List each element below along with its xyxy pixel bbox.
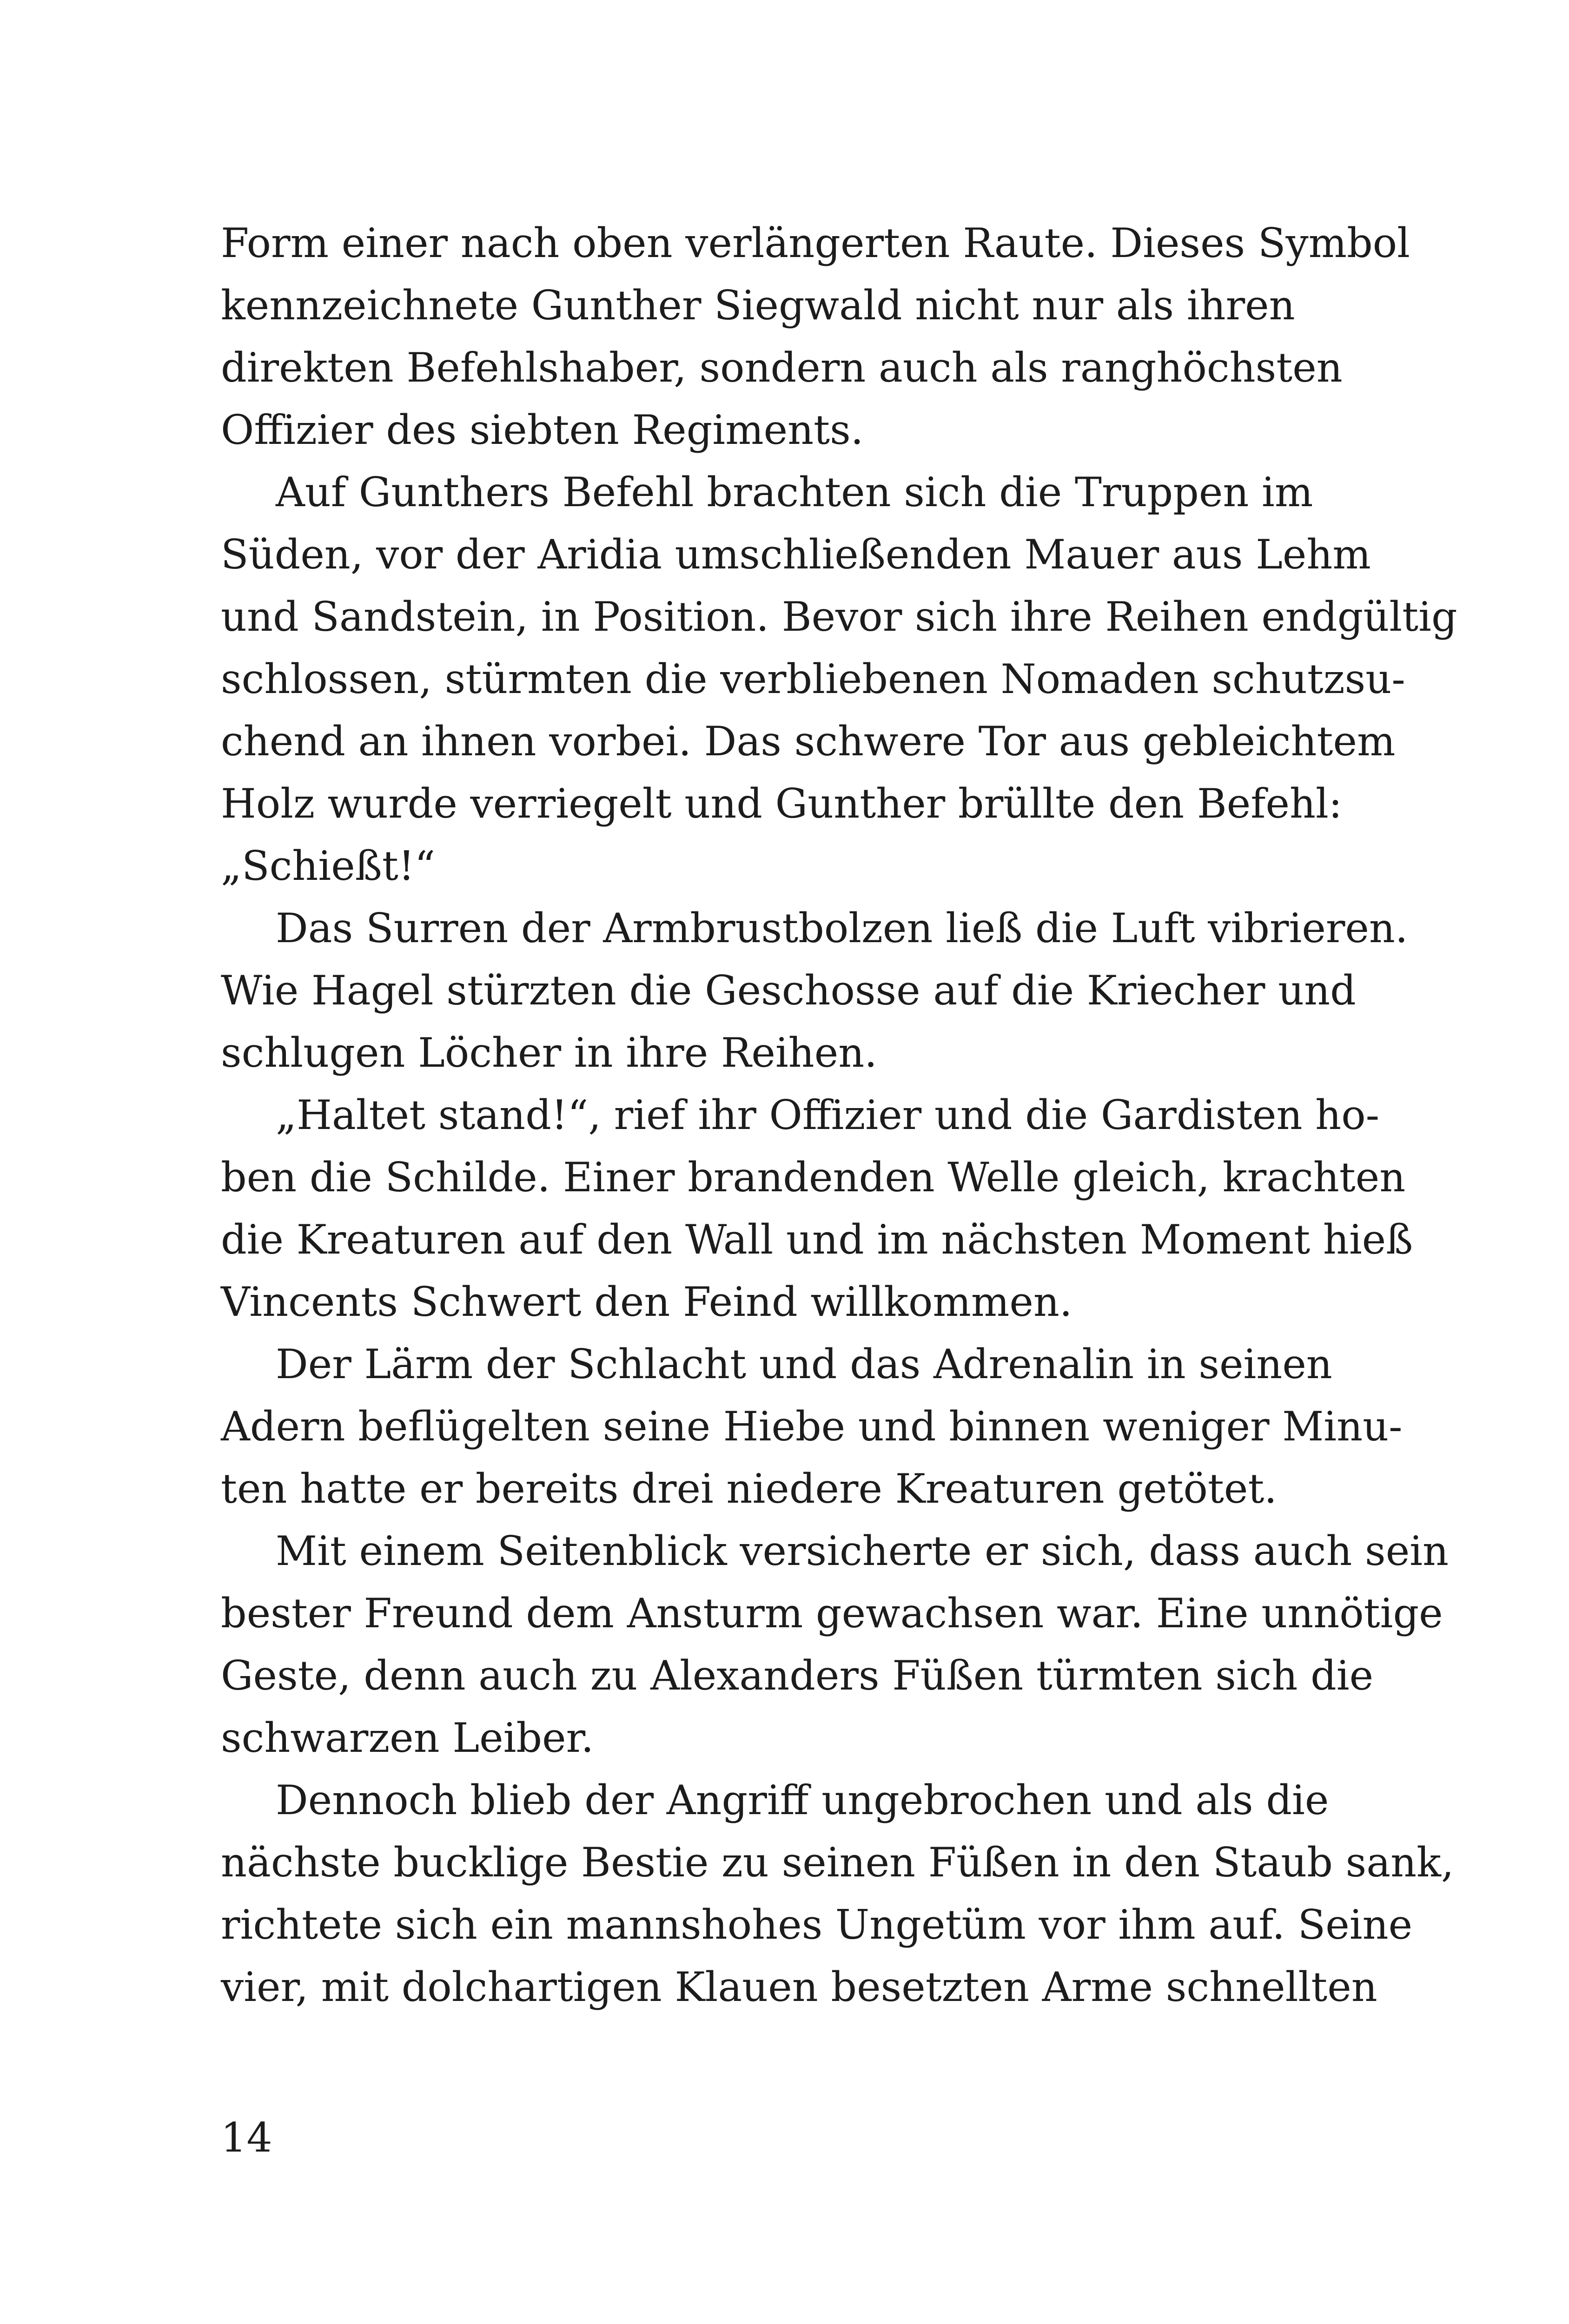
text-line: richtete sich ein mannshohes Ungetüm vor ihm auf. Seine <box>221 1901 1413 1948</box>
text-line: Auf Gunthers Befehl brachten sich die Truppen im <box>276 469 1313 516</box>
text-line: Geste, denn auch zu Alexanders Füßen türmten sich die <box>221 1652 1374 1699</box>
page-number: 14 <box>221 2114 272 2161</box>
text-line: und Sandstein, in Position. Bevor sich ihre Reihen endgültig <box>221 593 1457 640</box>
text-line: die Kreaturen auf den Wall und im nächsten Moment hieß <box>221 1216 1413 1263</box>
text-line: Vincents Schwert den Feind willkommen. <box>221 1278 1072 1326</box>
text-line: schwarzen Leiber. <box>221 1714 594 1762</box>
text-line: „Schießt!“ <box>221 842 436 890</box>
text-line: „Haltet stand!“, rief ihr Offizier und die Gardisten ho- <box>276 1091 1379 1139</box>
text-line: Adern beflügelten seine Hiebe und binnen weniger Minu- <box>221 1403 1403 1450</box>
text-line: direkten Befehlshaber, sondern auch als ranghöchsten <box>221 344 1343 391</box>
text-line: kennzeichnete Gunther Siegwald nicht nur als ihren <box>221 282 1295 329</box>
text-line: Offizier des siebten Regiments. <box>221 406 864 454</box>
text-line: schlugen Löcher in ihre Reihen. <box>221 1029 877 1076</box>
body-text <box>221 212 1457 2018</box>
text-line: nächste bucklige Bestie zu seinen Füßen in den Staub sank, <box>221 1839 1454 1886</box>
text-line: schlossen, stürmten die verbliebenen Nomaden schutzsu- <box>221 655 1405 703</box>
text-line: bester Freund dem Ansturm gewachsen war. Eine unnötige <box>221 1590 1443 1637</box>
text-line: Süden, vor der Aridia umschließenden Mauer aus Lehm <box>221 531 1371 578</box>
text-line: vier, mit dolchartigen Klauen besetzten Arme schnellten <box>221 1963 1377 2011</box>
text-line: Mit einem Seitenblick versicherte er sich, dass auch sein <box>276 1527 1449 1575</box>
text-line: Form einer nach oben verlängerten Raute. Dieses Symbol <box>221 219 1410 267</box>
text-line: ten hatte er bereits drei niedere Kreaturen getötet. <box>221 1465 1277 1512</box>
text-line: Holz wurde verriegelt und Gunther brüllte den Befehl: <box>221 780 1343 827</box>
text-line: Dennoch blieb der Angriff ungebrochen und als die <box>276 1776 1329 1824</box>
text-line: chend an ihnen vorbei. Das schwere Tor aus gebleichtem <box>221 718 1396 765</box>
text-line: Das Surren der Armbrustbolzen ließ die Luft vibrieren. <box>276 905 1408 952</box>
text-line: Der Lärm der Schlacht und das Adrenalin in seinen <box>276 1340 1332 1388</box>
text-line: ben die Schilde. Einer brandenden Welle gleich, krachten <box>221 1154 1406 1201</box>
text-line: Wie Hagel stürzten die Geschosse auf die Kriecher und <box>221 967 1356 1014</box>
